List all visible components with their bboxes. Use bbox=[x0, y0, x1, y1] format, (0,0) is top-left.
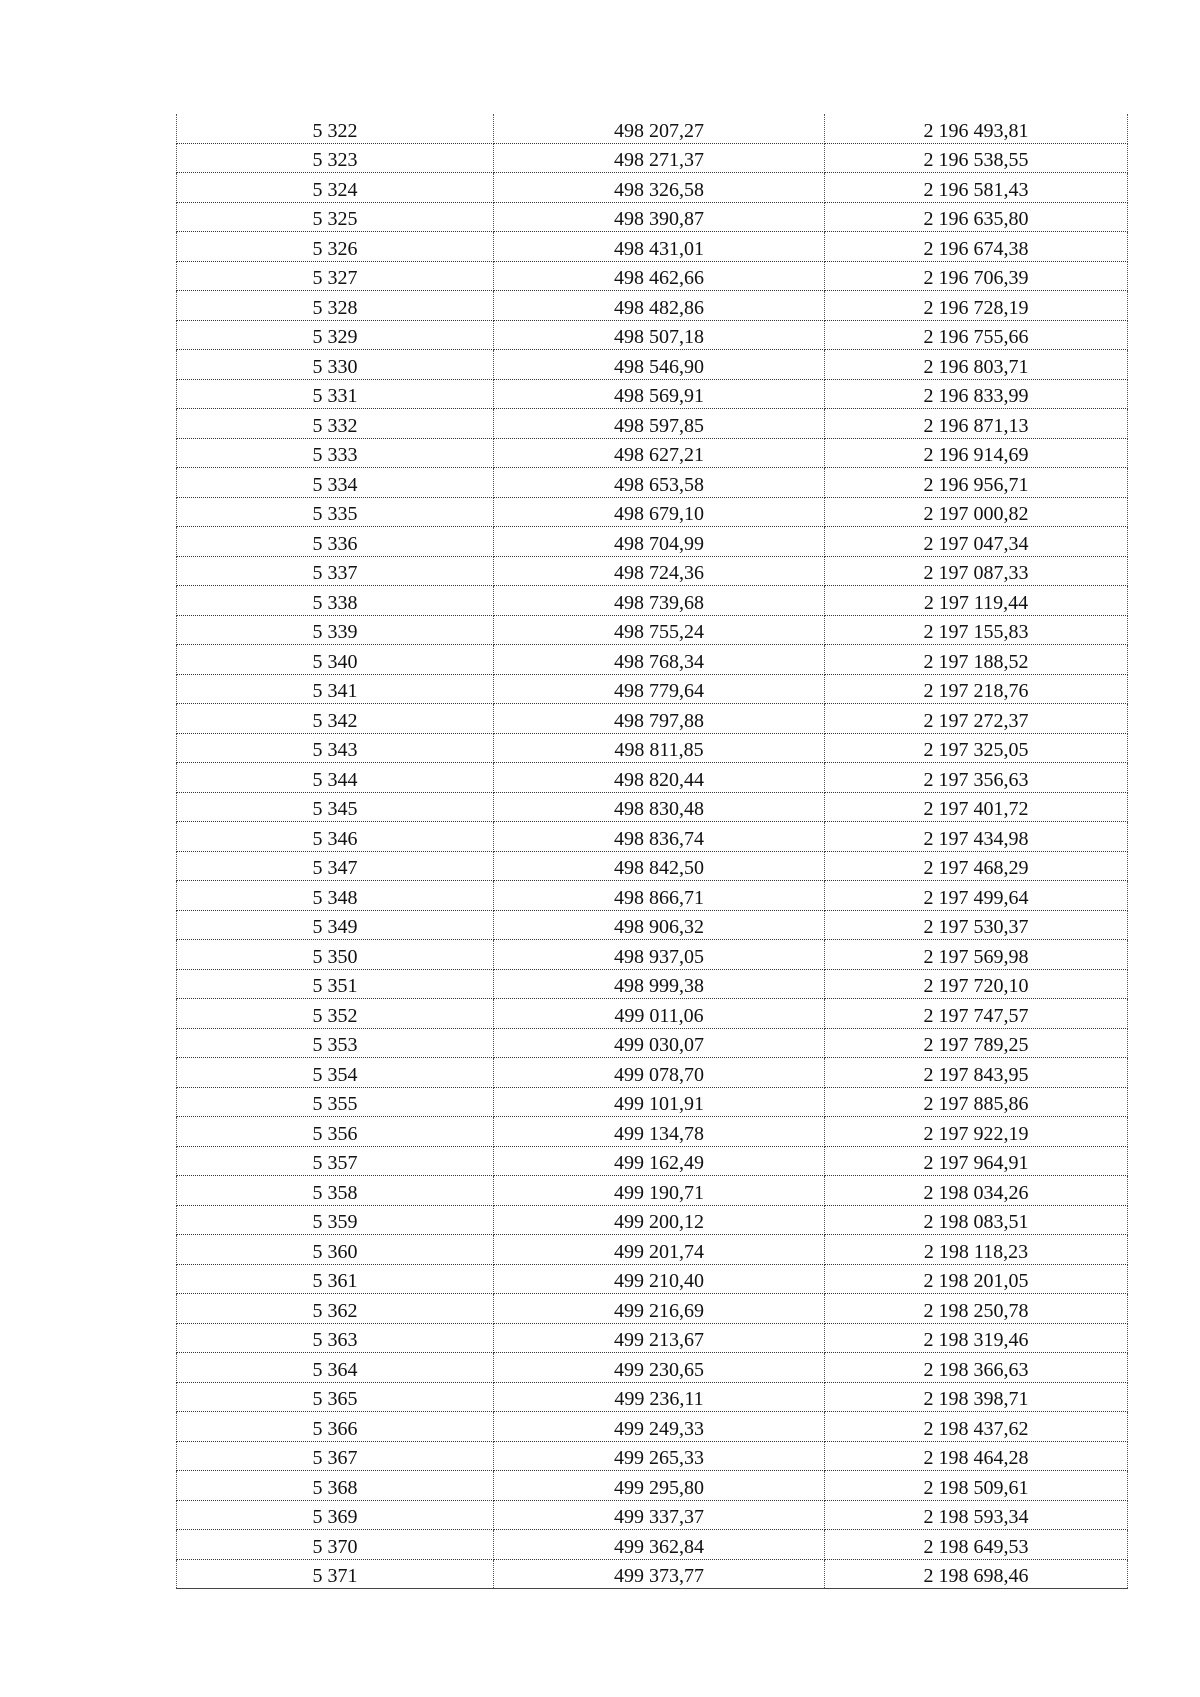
x-coordinate-cell: 499 265,33 bbox=[494, 1441, 825, 1471]
table-row bbox=[177, 202, 1128, 232]
x-coordinate-cell: 499 213,67 bbox=[494, 1323, 825, 1353]
point-number-cell: 5 358 bbox=[177, 1176, 494, 1206]
table-row bbox=[177, 999, 1128, 1029]
y-coordinate-cell: 2 197 499,64 bbox=[825, 881, 1128, 911]
x-coordinate-cell: 498 390,87 bbox=[494, 202, 825, 232]
table-row bbox=[177, 1058, 1128, 1088]
x-coordinate-cell: 498 755,24 bbox=[494, 615, 825, 645]
x-coordinate-cell: 499 373,77 bbox=[494, 1559, 825, 1589]
y-coordinate-cell: 2 197 155,83 bbox=[825, 615, 1128, 645]
point-number-cell: 5 335 bbox=[177, 497, 494, 527]
point-number-cell: 5 328 bbox=[177, 291, 494, 321]
point-number-cell: 5 350 bbox=[177, 940, 494, 970]
x-coordinate-cell: 498 797,88 bbox=[494, 704, 825, 734]
point-number-cell: 5 347 bbox=[177, 851, 494, 881]
y-coordinate-cell: 2 198 593,34 bbox=[825, 1500, 1128, 1530]
table-row bbox=[177, 1028, 1128, 1058]
point-number-cell: 5 367 bbox=[177, 1441, 494, 1471]
point-number-cell: 5 342 bbox=[177, 704, 494, 734]
table-row bbox=[177, 1087, 1128, 1117]
point-number-cell: 5 359 bbox=[177, 1205, 494, 1235]
y-coordinate-cell: 2 196 871,13 bbox=[825, 409, 1128, 439]
table-row bbox=[177, 1176, 1128, 1206]
x-coordinate-cell: 498 271,37 bbox=[494, 143, 825, 173]
y-coordinate-cell: 2 197 789,25 bbox=[825, 1028, 1128, 1058]
x-coordinate-cell: 498 724,36 bbox=[494, 556, 825, 586]
table-row bbox=[177, 645, 1128, 675]
y-coordinate-cell: 2 197 087,33 bbox=[825, 556, 1128, 586]
point-number-cell: 5 371 bbox=[177, 1559, 494, 1589]
x-coordinate-cell: 498 830,48 bbox=[494, 792, 825, 822]
table-row bbox=[177, 1146, 1128, 1176]
x-coordinate-cell: 499 162,49 bbox=[494, 1146, 825, 1176]
table-row bbox=[177, 173, 1128, 203]
x-coordinate-cell: 499 295,80 bbox=[494, 1471, 825, 1501]
y-coordinate-cell: 2 197 356,63 bbox=[825, 763, 1128, 793]
y-coordinate-cell: 2 198 201,05 bbox=[825, 1264, 1128, 1294]
y-coordinate-cell: 2 197 720,10 bbox=[825, 969, 1128, 999]
y-coordinate-cell: 2 196 833,99 bbox=[825, 379, 1128, 409]
x-coordinate-cell: 498 207,27 bbox=[494, 114, 825, 143]
table-row bbox=[177, 527, 1128, 557]
table-row bbox=[177, 1235, 1128, 1265]
x-coordinate-cell: 498 836,74 bbox=[494, 822, 825, 852]
table-row bbox=[177, 851, 1128, 881]
table-row bbox=[177, 792, 1128, 822]
y-coordinate-cell: 2 197 922,19 bbox=[825, 1117, 1128, 1147]
y-coordinate-cell: 2 198 366,63 bbox=[825, 1353, 1128, 1383]
y-coordinate-cell: 2 197 272,37 bbox=[825, 704, 1128, 734]
x-coordinate-cell: 499 030,07 bbox=[494, 1028, 825, 1058]
x-coordinate-cell: 499 236,11 bbox=[494, 1382, 825, 1412]
x-coordinate-cell: 498 569,91 bbox=[494, 379, 825, 409]
y-coordinate-cell: 2 197 530,37 bbox=[825, 910, 1128, 940]
point-number-cell: 5 353 bbox=[177, 1028, 494, 1058]
point-number-cell: 5 340 bbox=[177, 645, 494, 675]
point-number-cell: 5 361 bbox=[177, 1264, 494, 1294]
point-number-cell: 5 362 bbox=[177, 1294, 494, 1324]
x-coordinate-cell: 499 101,91 bbox=[494, 1087, 825, 1117]
table-row bbox=[177, 615, 1128, 645]
y-coordinate-cell: 2 198 437,62 bbox=[825, 1412, 1128, 1442]
point-number-cell: 5 333 bbox=[177, 438, 494, 468]
y-coordinate-cell: 2 196 706,39 bbox=[825, 261, 1128, 291]
point-number-cell: 5 365 bbox=[177, 1382, 494, 1412]
table-row bbox=[177, 1264, 1128, 1294]
x-coordinate-cell: 498 507,18 bbox=[494, 320, 825, 350]
y-coordinate-cell: 2 198 398,71 bbox=[825, 1382, 1128, 1412]
point-number-cell: 5 346 bbox=[177, 822, 494, 852]
point-number-cell: 5 324 bbox=[177, 173, 494, 203]
table-row bbox=[177, 1530, 1128, 1560]
table-row bbox=[177, 940, 1128, 970]
point-number-cell: 5 354 bbox=[177, 1058, 494, 1088]
point-number-cell: 5 369 bbox=[177, 1500, 494, 1530]
table-row bbox=[177, 379, 1128, 409]
y-coordinate-cell: 2 197 964,91 bbox=[825, 1146, 1128, 1176]
x-coordinate-cell: 499 230,65 bbox=[494, 1353, 825, 1383]
point-number-cell: 5 360 bbox=[177, 1235, 494, 1265]
point-number-cell: 5 356 bbox=[177, 1117, 494, 1147]
point-number-cell: 5 368 bbox=[177, 1471, 494, 1501]
x-coordinate-cell: 498 999,38 bbox=[494, 969, 825, 999]
x-coordinate-cell: 498 704,99 bbox=[494, 527, 825, 557]
x-coordinate-cell: 498 739,68 bbox=[494, 586, 825, 616]
table-row bbox=[177, 881, 1128, 911]
point-number-cell: 5 325 bbox=[177, 202, 494, 232]
table-row bbox=[177, 261, 1128, 291]
y-coordinate-cell: 2 197 434,98 bbox=[825, 822, 1128, 852]
point-number-cell: 5 329 bbox=[177, 320, 494, 350]
table-row bbox=[177, 586, 1128, 616]
point-number-cell: 5 349 bbox=[177, 910, 494, 940]
y-coordinate-cell: 2 197 000,82 bbox=[825, 497, 1128, 527]
y-coordinate-cell: 2 197 747,57 bbox=[825, 999, 1128, 1029]
x-coordinate-cell: 498 866,71 bbox=[494, 881, 825, 911]
x-coordinate-cell: 498 482,86 bbox=[494, 291, 825, 321]
table-row bbox=[177, 1117, 1128, 1147]
table-row bbox=[177, 1353, 1128, 1383]
x-coordinate-cell: 499 201,74 bbox=[494, 1235, 825, 1265]
x-coordinate-cell: 498 906,32 bbox=[494, 910, 825, 940]
y-coordinate-cell: 2 198 083,51 bbox=[825, 1205, 1128, 1235]
table-row bbox=[177, 1382, 1128, 1412]
table-row bbox=[177, 733, 1128, 763]
table-row bbox=[177, 1323, 1128, 1353]
table-row bbox=[177, 969, 1128, 999]
coordinates-table bbox=[176, 114, 1128, 1589]
y-coordinate-cell: 2 197 468,29 bbox=[825, 851, 1128, 881]
table-row bbox=[177, 1441, 1128, 1471]
y-coordinate-cell: 2 198 698,46 bbox=[825, 1559, 1128, 1589]
y-coordinate-cell: 2 198 118,23 bbox=[825, 1235, 1128, 1265]
x-coordinate-cell: 499 249,33 bbox=[494, 1412, 825, 1442]
table-row bbox=[177, 438, 1128, 468]
table-row bbox=[177, 114, 1128, 143]
y-coordinate-cell: 2 196 493,81 bbox=[825, 114, 1128, 143]
point-number-cell: 5 326 bbox=[177, 232, 494, 262]
point-number-cell: 5 336 bbox=[177, 527, 494, 557]
y-coordinate-cell: 2 198 464,28 bbox=[825, 1441, 1128, 1471]
x-coordinate-cell: 498 768,34 bbox=[494, 645, 825, 675]
y-coordinate-cell: 2 197 047,34 bbox=[825, 527, 1128, 557]
y-coordinate-cell: 2 197 119,44 bbox=[825, 586, 1128, 616]
y-coordinate-cell: 2 197 218,76 bbox=[825, 674, 1128, 704]
y-coordinate-cell: 2 198 250,78 bbox=[825, 1294, 1128, 1324]
y-coordinate-cell: 2 198 509,61 bbox=[825, 1471, 1128, 1501]
x-coordinate-cell: 499 337,37 bbox=[494, 1500, 825, 1530]
x-coordinate-cell: 498 431,01 bbox=[494, 232, 825, 262]
point-number-cell: 5 344 bbox=[177, 763, 494, 793]
table-row bbox=[177, 350, 1128, 380]
point-number-cell: 5 334 bbox=[177, 468, 494, 498]
point-number-cell: 5 338 bbox=[177, 586, 494, 616]
x-coordinate-cell: 498 546,90 bbox=[494, 350, 825, 380]
x-coordinate-cell: 499 216,69 bbox=[494, 1294, 825, 1324]
point-number-cell: 5 327 bbox=[177, 261, 494, 291]
point-number-cell: 5 330 bbox=[177, 350, 494, 380]
table-row bbox=[177, 704, 1128, 734]
table-row bbox=[177, 674, 1128, 704]
y-coordinate-cell: 2 196 635,80 bbox=[825, 202, 1128, 232]
point-number-cell: 5 343 bbox=[177, 733, 494, 763]
table-row bbox=[177, 556, 1128, 586]
x-coordinate-cell: 498 842,50 bbox=[494, 851, 825, 881]
x-coordinate-cell: 499 200,12 bbox=[494, 1205, 825, 1235]
point-number-cell: 5 370 bbox=[177, 1530, 494, 1560]
x-coordinate-cell: 499 134,78 bbox=[494, 1117, 825, 1147]
y-coordinate-cell: 2 198 034,26 bbox=[825, 1176, 1128, 1206]
y-coordinate-cell: 2 196 956,71 bbox=[825, 468, 1128, 498]
table-row bbox=[177, 143, 1128, 173]
table-row bbox=[177, 320, 1128, 350]
x-coordinate-cell: 498 679,10 bbox=[494, 497, 825, 527]
y-coordinate-cell: 2 196 755,66 bbox=[825, 320, 1128, 350]
y-coordinate-cell: 2 197 401,72 bbox=[825, 792, 1128, 822]
x-coordinate-cell: 498 462,66 bbox=[494, 261, 825, 291]
point-number-cell: 5 331 bbox=[177, 379, 494, 409]
table-row bbox=[177, 1294, 1128, 1324]
y-coordinate-cell: 2 197 569,98 bbox=[825, 940, 1128, 970]
table-row bbox=[177, 1559, 1128, 1589]
table-row bbox=[177, 497, 1128, 527]
x-coordinate-cell: 499 190,71 bbox=[494, 1176, 825, 1206]
x-coordinate-cell: 498 820,44 bbox=[494, 763, 825, 793]
table-row bbox=[177, 1412, 1128, 1442]
y-coordinate-cell: 2 196 538,55 bbox=[825, 143, 1128, 173]
point-number-cell: 5 363 bbox=[177, 1323, 494, 1353]
y-coordinate-cell: 2 197 325,05 bbox=[825, 733, 1128, 763]
x-coordinate-cell: 499 210,40 bbox=[494, 1264, 825, 1294]
table-row bbox=[177, 409, 1128, 439]
table-row bbox=[177, 1471, 1128, 1501]
point-number-cell: 5 323 bbox=[177, 143, 494, 173]
x-coordinate-cell: 498 811,85 bbox=[494, 733, 825, 763]
x-coordinate-cell: 499 362,84 bbox=[494, 1530, 825, 1560]
x-coordinate-cell: 498 597,85 bbox=[494, 409, 825, 439]
point-number-cell: 5 352 bbox=[177, 999, 494, 1029]
point-number-cell: 5 341 bbox=[177, 674, 494, 704]
point-number-cell: 5 355 bbox=[177, 1087, 494, 1117]
y-coordinate-cell: 2 197 885,86 bbox=[825, 1087, 1128, 1117]
x-coordinate-cell: 498 937,05 bbox=[494, 940, 825, 970]
x-coordinate-cell: 499 078,70 bbox=[494, 1058, 825, 1088]
x-coordinate-cell: 498 627,21 bbox=[494, 438, 825, 468]
table-row bbox=[177, 1205, 1128, 1235]
y-coordinate-cell: 2 196 914,69 bbox=[825, 438, 1128, 468]
coordinates-table-body bbox=[177, 114, 1128, 1589]
point-number-cell: 5 348 bbox=[177, 881, 494, 911]
x-coordinate-cell: 498 779,64 bbox=[494, 674, 825, 704]
table-row bbox=[177, 232, 1128, 262]
point-number-cell: 5 357 bbox=[177, 1146, 494, 1176]
y-coordinate-cell: 2 196 803,71 bbox=[825, 350, 1128, 380]
y-coordinate-cell: 2 196 581,43 bbox=[825, 173, 1128, 203]
y-coordinate-cell: 2 196 674,38 bbox=[825, 232, 1128, 262]
y-coordinate-cell: 2 198 319,46 bbox=[825, 1323, 1128, 1353]
table-row bbox=[177, 1500, 1128, 1530]
table-row bbox=[177, 822, 1128, 852]
y-coordinate-cell: 2 197 843,95 bbox=[825, 1058, 1128, 1088]
point-number-cell: 5 366 bbox=[177, 1412, 494, 1442]
point-number-cell: 5 332 bbox=[177, 409, 494, 439]
table-row bbox=[177, 763, 1128, 793]
point-number-cell: 5 339 bbox=[177, 615, 494, 645]
y-coordinate-cell: 2 196 728,19 bbox=[825, 291, 1128, 321]
point-number-cell: 5 351 bbox=[177, 969, 494, 999]
point-number-cell: 5 364 bbox=[177, 1353, 494, 1383]
point-number-cell: 5 322 bbox=[177, 114, 494, 143]
x-coordinate-cell: 498 326,58 bbox=[494, 173, 825, 203]
x-coordinate-cell: 499 011,06 bbox=[494, 999, 825, 1029]
y-coordinate-cell: 2 197 188,52 bbox=[825, 645, 1128, 675]
table-row bbox=[177, 910, 1128, 940]
table-row bbox=[177, 291, 1128, 321]
table-row bbox=[177, 468, 1128, 498]
point-number-cell: 5 345 bbox=[177, 792, 494, 822]
y-coordinate-cell: 2 198 649,53 bbox=[825, 1530, 1128, 1560]
point-number-cell: 5 337 bbox=[177, 556, 494, 586]
x-coordinate-cell: 498 653,58 bbox=[494, 468, 825, 498]
